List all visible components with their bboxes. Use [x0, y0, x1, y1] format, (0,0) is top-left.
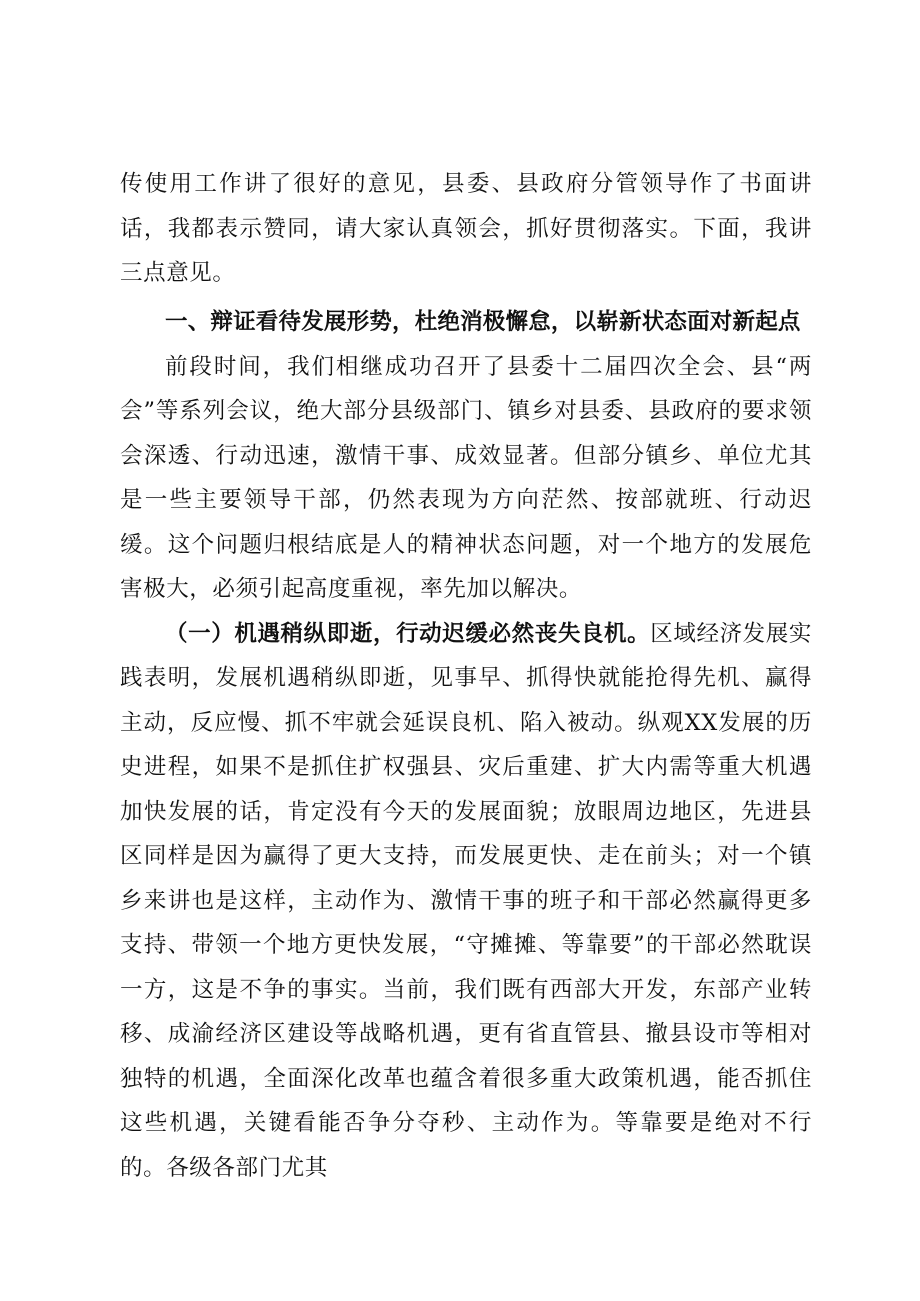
paragraph-intro: 传使用工作讲了很好的意见，县委、县政府分管领导作了书面讲话，我都表示赞同，请大家认真领会，抓好贯彻落实。下面，我讲三点意见。 — [120, 171, 812, 286]
paragraph-2: 前段时间，我们相继成功召开了县委十二届四次全会、县“两会”等系列会议，绝大部分县级部门、镇乡对县委、县政府的要求领会深透、行动迅速，激情干事、成效显著。但部分镇乡、单位尤其是一些主要领导干部，仍然表现为方向茫然、按部就班、行动迟缓。这个问题归根结底是人的精神状态问题，对一个地方的发展危害极大，必须引起高度重视，率先加以解决。 — [120, 353, 812, 602]
paragraph-3-body: 区域经济发展实践表明，发展机遇稍纵即逝，见事早、抓得快就能抢得先机、赢得主动，反应慢、抓不牢就会延误良机、陷入被动。纵观XX发展的历史进程，如果不是抓住扩权强县、灾后重建、扩大内需等重大机遇加快发展的话，肯定没有今天的发展面貌；放眼周边地区，先进县区同样是因为赢得了更大支持，而发展更快、走在前头；对一个镇乡来讲也是这样，主动作为、激情干事的班子和干部必然赢得更多支持、带领一个地方更快发展，“守摊摊、等靠要”的干部必然耽误一方，这是不争的事实。当前，我们既有西部大开发，东部产业转移、成渝经济区建设等战略机遇，更有省直管县、撤县设市等相对独特的机遇，全面深化改革也蕴含着很多重大政策机遇，能否抓住这些机遇，关键看能否争分夺秒、主动作为。等靠要是绝对不行的。各级各部门尤其 — [120, 620, 812, 1181]
document-body — [120, 162, 812, 296]
section-one — [120, 300, 812, 1190]
subheading-1: （一）机遇稍纵即逝，行动迟缓必然丧失良机。 — [165, 620, 651, 647]
paragraph-3 — [120, 612, 812, 1191]
heading-1: 一、辩证看待发展形势，杜绝消极懈怠，以崭新状态面对新起点 — [165, 309, 801, 335]
